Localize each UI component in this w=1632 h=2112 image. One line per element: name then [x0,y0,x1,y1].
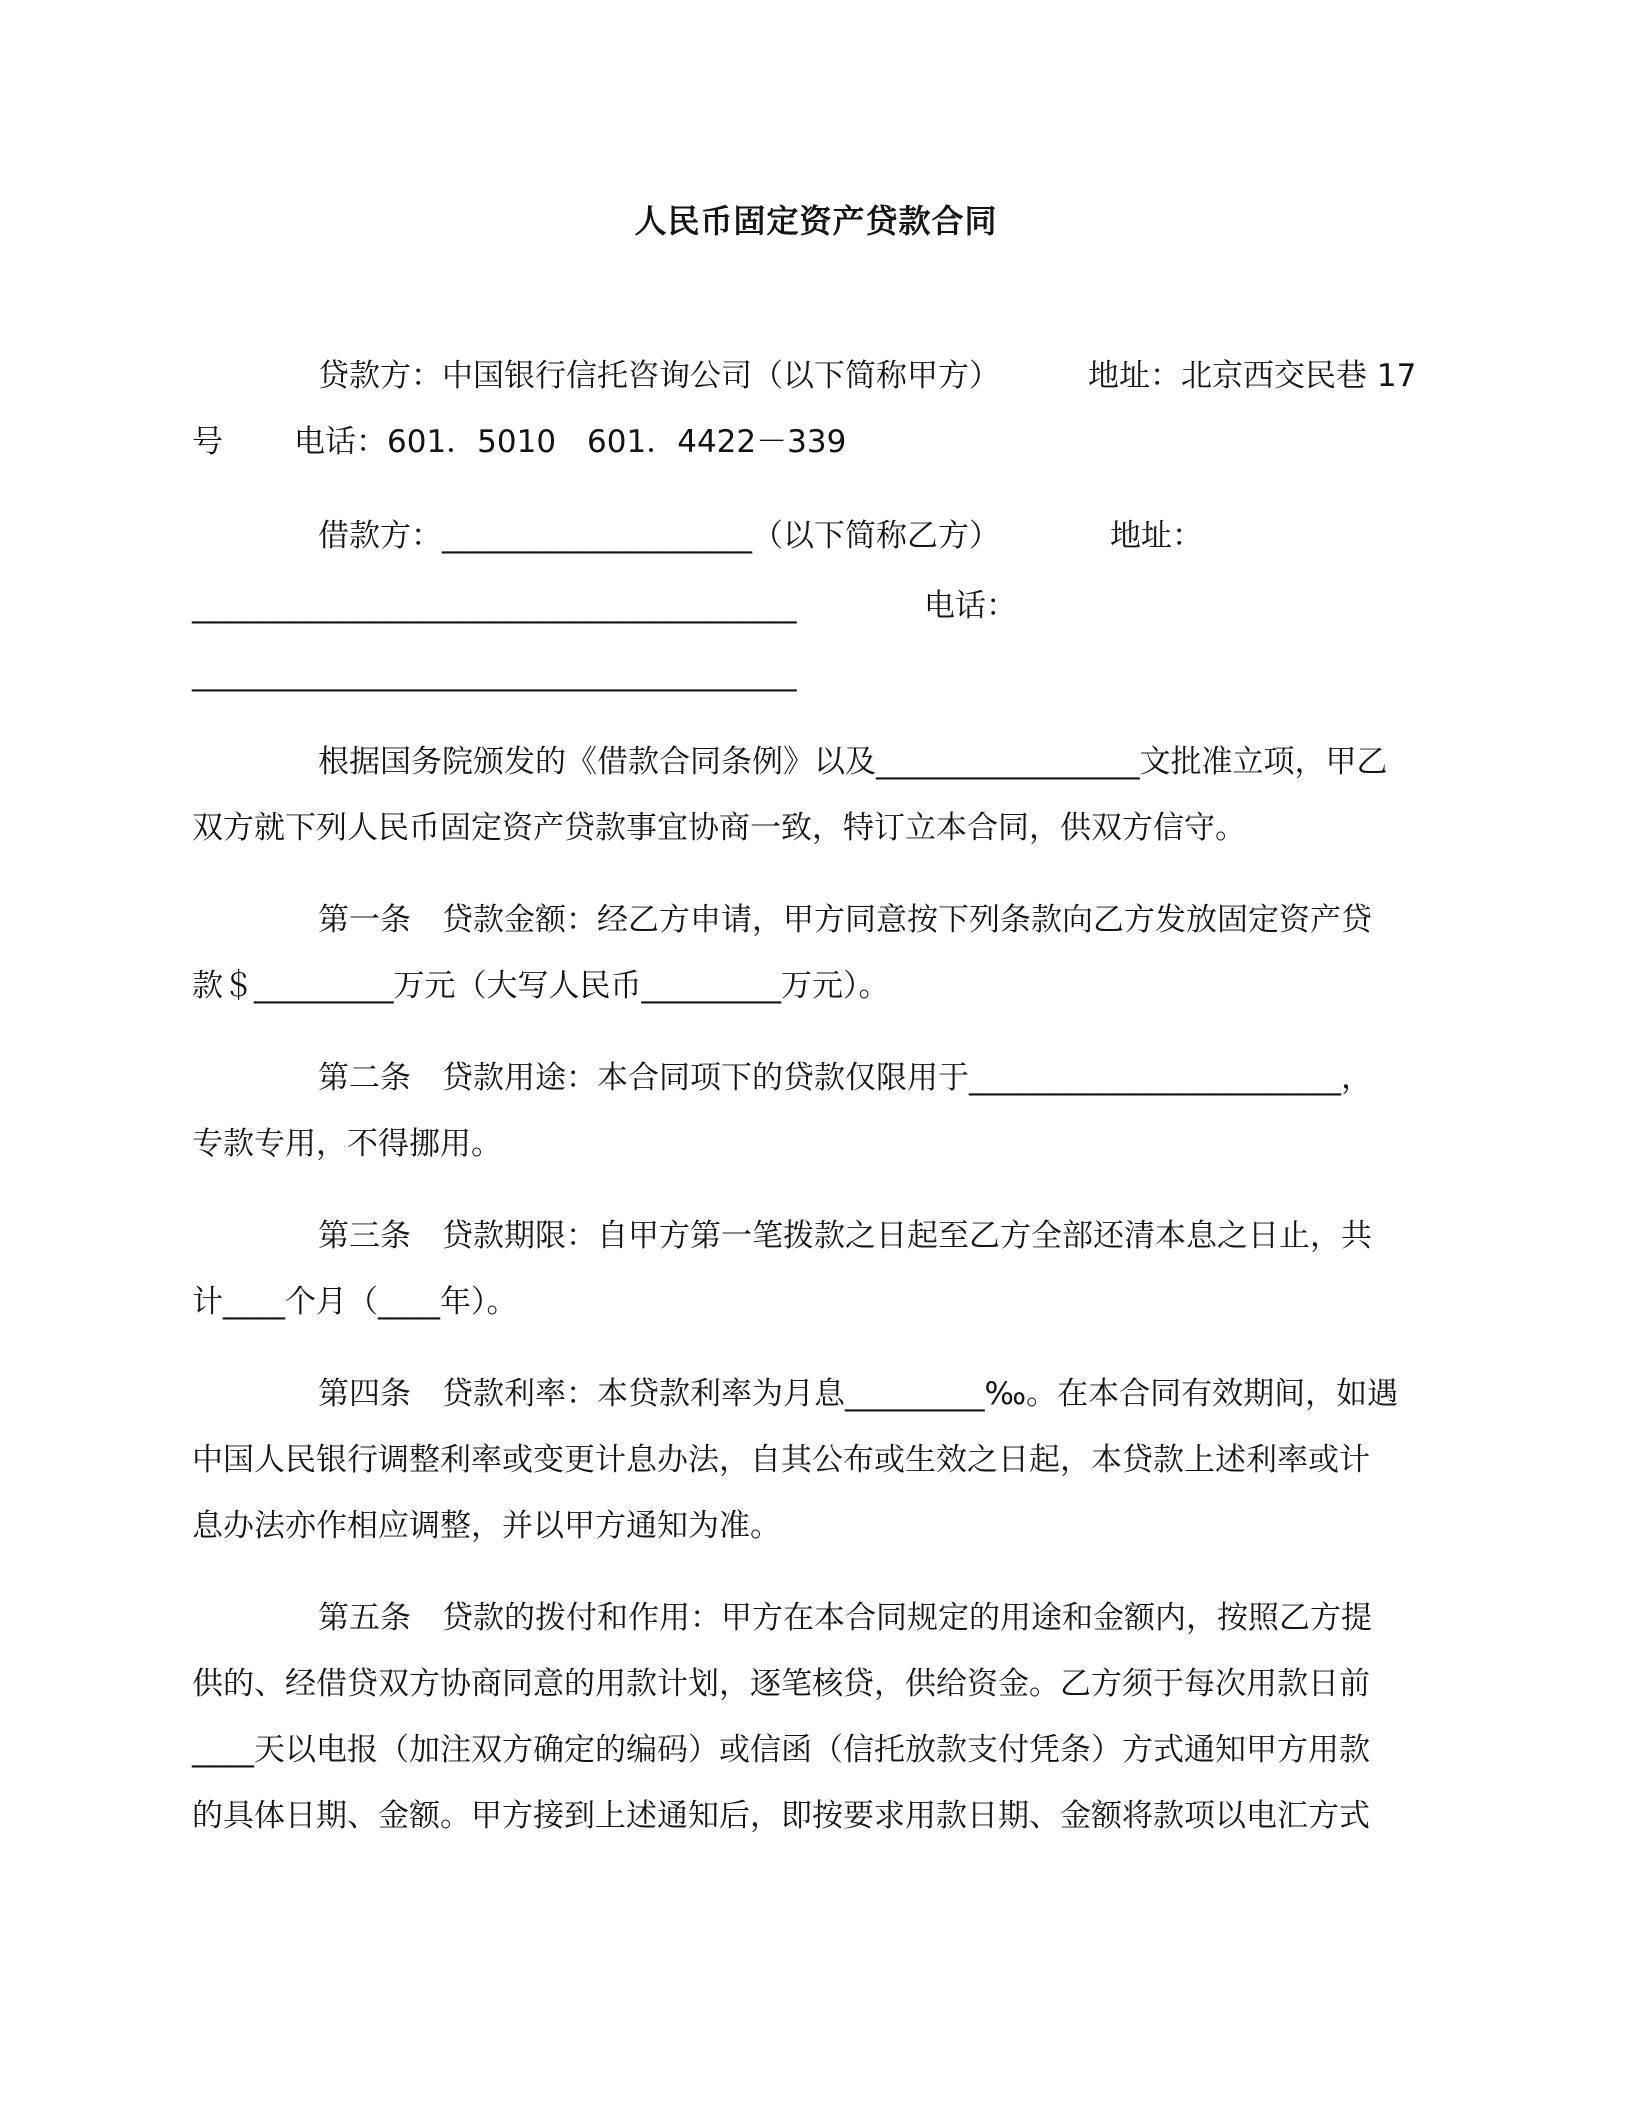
article-2-line-1: 第二条 贷款用途：本合同项下的贷款仅限用于________________________， [318,1060,1372,1096]
article-1-line-1: 第一条 贷款金额：经乙方申请，甲方同意按下列条款向乙方发放固定资产贷 [318,902,1372,938]
borrower-address-label: 地址： [1110,518,1203,554]
borrower-phone-label: 电话： [924,588,1017,624]
article-3-line-2: 计____个月（____年）。 [192,1284,518,1320]
article-5-line-3: ____天以电报（加注双方确定的编码）或信函（信托放款支付凭条）方式通知甲方用款 [192,1732,1370,1768]
preamble-line-1: 根据国务院颁发的《借款合同条例》以及_________________文批准立项，甲乙 [318,744,1388,780]
article-4-line-3: 息办法亦作相应调整，并以甲方通知为准。 [192,1508,781,1544]
lender-name-line: 贷款方：中国银行信托咨询公司（以下简称甲方） [318,358,1000,394]
article-1-line-2: 款＄_________万元（大写人民币_________万元）。 [192,968,890,1004]
article-4-line-2: 中国人民银行调整利率或变更计息办法，自其公布或生效之日起，本贷款上述利率或计 [192,1442,1370,1478]
article-5-line-4: 的具体日期、金额。甲方接到上述通知后，即按要求用款日期、金额将款项以电汇方式 [192,1798,1370,1834]
document-title: 人民币固定资产贷款合同 [634,202,998,240]
borrower-phone-blank: _______________________________________ [192,656,797,692]
lender-phone: 电话：601．5010 601．4422－339 [294,424,847,460]
article-4-line-1: 第四条 贷款利率：本贷款利率为月息_________‰。在本合同有效期间，如遇 [318,1376,1399,1412]
borrower-name-line: 借款方：____________________（以下简称乙方） [318,518,1000,554]
article-3-line-1: 第三条 贷款期限：自甲方第一笔拨款之日起至乙方全部还清本息之日止，共 [318,1218,1372,1254]
borrower-address-blank: _______________________________________ [192,588,797,624]
article-2-line-2: 专款专用，不得挪用。 [192,1126,502,1162]
lender-address: 地址：北京西交民巷 17 [1088,358,1417,394]
preamble-line-2: 双方就下列人民币固定资产贷款事宜协商一致，特订立本合同，供双方信守。 [192,810,1246,846]
lender-address-cont: 号 [192,424,223,460]
article-5-line-2: 供的、经借贷双方协商同意的用款计划，逐笔核贷，供给资金。乙方须于每次用款日前 [192,1666,1370,1702]
article-5-line-1: 第五条 贷款的拨付和作用：甲方在本合同规定的用途和金额内，按照乙方提 [318,1600,1372,1636]
